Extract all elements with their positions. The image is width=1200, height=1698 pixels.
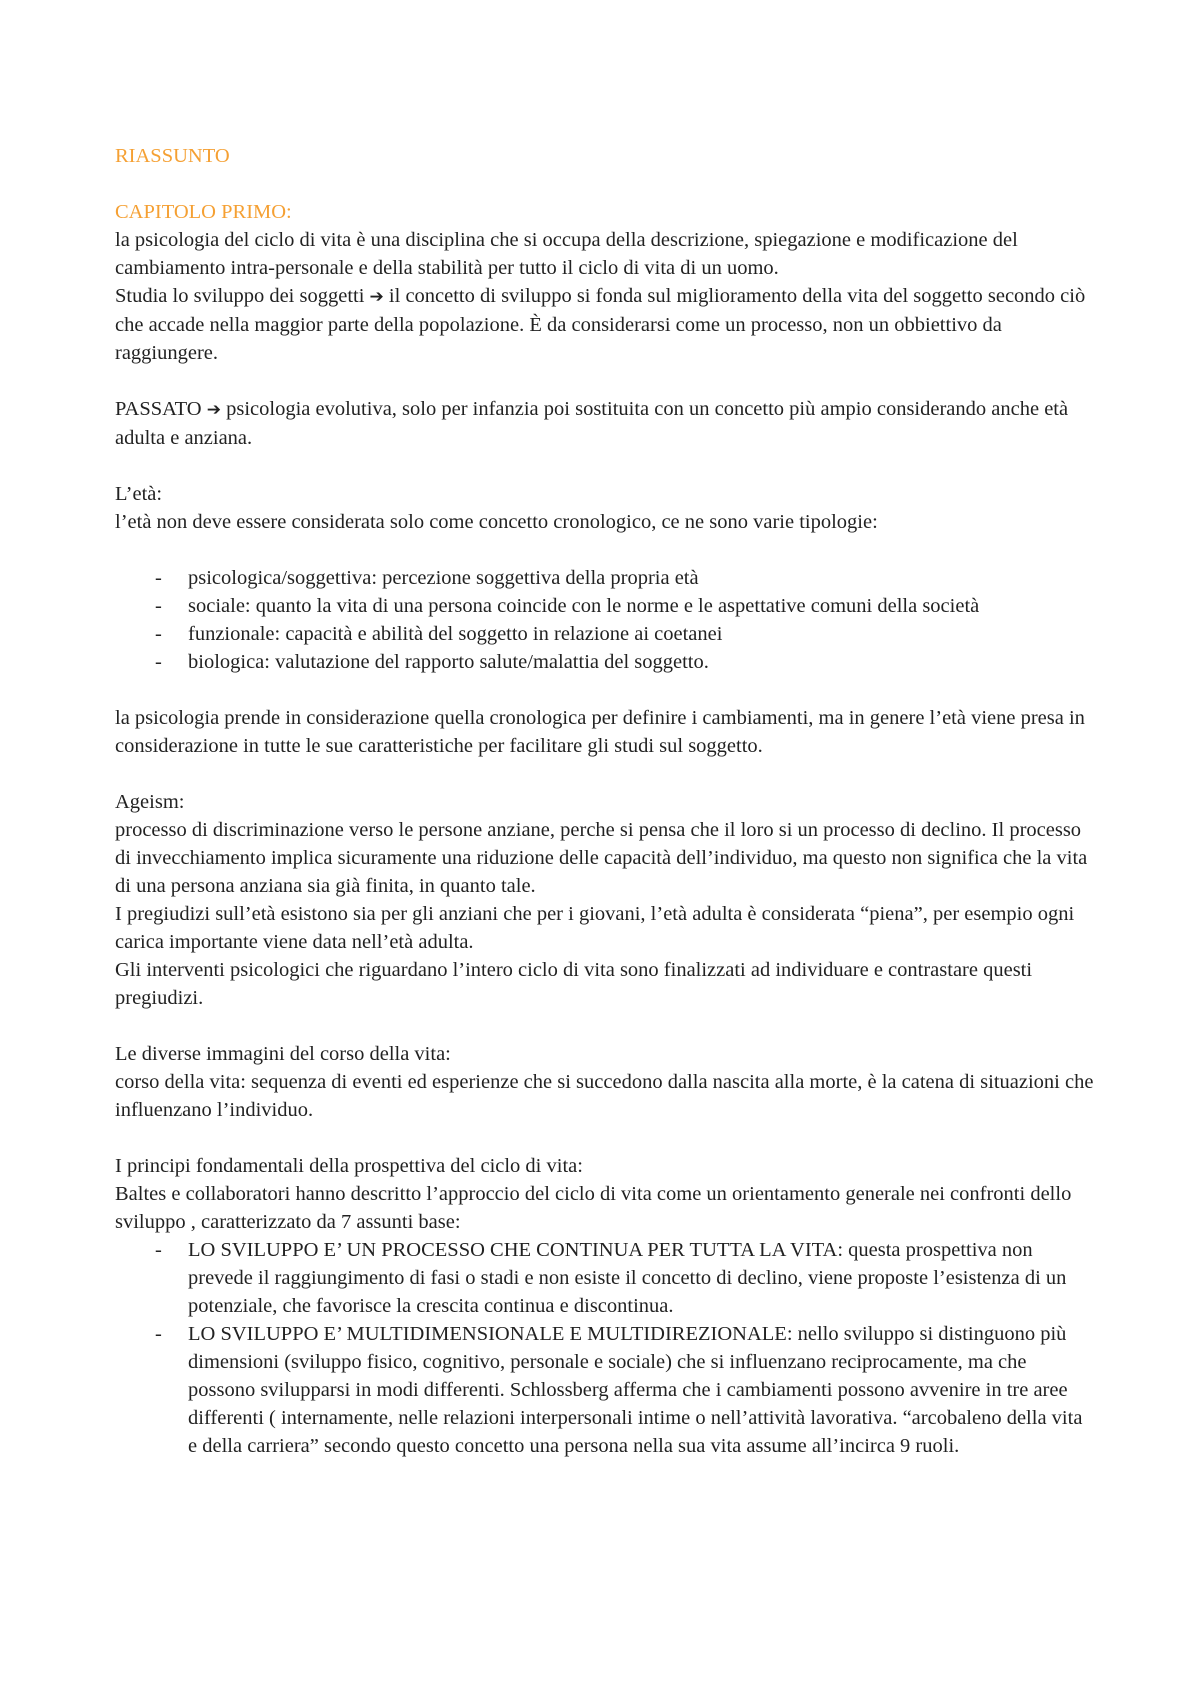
intro-text-end: il concetto di sviluppo si fonda sul miglioramento della vita del soggetto secondo ciò che accade nella maggior parte della popolazione. È da considerarsi come un processo, non un obbiettivo da raggiungere. (115, 285, 1086, 364)
list-item (115, 592, 1095, 620)
principi-heading: I principi fondamentali della prospettiva del ciclo di vita: (115, 1155, 583, 1177)
list-item-text: sociale: quanto la vita di una persona coincide con le norme e le aspettative comuni della società (188, 595, 980, 617)
spacer (115, 452, 1095, 480)
list-item-text: funzionale: capacità e abilità del soggetto in relazione ai coetanei (188, 623, 723, 645)
spacer (115, 1012, 1095, 1040)
list-item (115, 1236, 1095, 1320)
spacer (115, 367, 1095, 395)
arrow-right-icon: ➔ (206, 400, 221, 420)
spacer (115, 1124, 1095, 1152)
list-dash: - (155, 623, 162, 645)
list-item (115, 620, 1095, 648)
list-item-text: LO SVILUPPO E’ MULTIDIMENSIONALE E MULTIDIREZIONALE: nello sviluppo si distinguono più dimensioni (sviluppo fisico, cognitivo, personale e sociale) che si influenzano reciprocamente, ma che possono svilupparsi in modi differenti. Schlossberg afferma che i cambiamenti possono avvenire in tre aree differenti ( internamente, nelle relazioni interpersonali intime o nell’attività lavorativa. “arcobaleno della vita e della carriera” secondo questo concetto una persona nella sua vita assume all’incirca 9 ruoli. (188, 1323, 1083, 1457)
arrow-right-icon: ➔ (369, 287, 384, 307)
eta-heading: L’età: (115, 483, 163, 505)
passato-text: psicologia evolutiva, solo per infanzia poi sostituita con un concetto più ampio considerando anche età adulta e anziana. (115, 398, 1069, 449)
list-item-text: LO SVILUPPO E’ UN PROCESSO CHE CONTINUA PER TUTTA LA VITA: questa prospettiva non prevede il raggiungimento di fasi o stadi e non esiste il concetto di declino, viene proposte l’esistenza di un potenziale, che favorisce la crescita continua e discontinua. (188, 1239, 1067, 1317)
eta-conclusion: la psicologia prende in considerazione quella cronologica per definire i cambiamenti, ma in genere l’età viene presa in considerazione in tutte le sue caratteristiche per facilitare gli studi sul soggetto. (115, 707, 1085, 757)
eta-paragraph: l’età non deve essere considerata solo come concetto cronologico, ce ne sono varie tipologie: (115, 511, 878, 533)
document-title: RIASSUNTO (115, 145, 230, 167)
intro-text-start: Studia lo sviluppo dei soggetti (115, 285, 370, 307)
list-dash: - (155, 1323, 162, 1345)
spacer (115, 760, 1095, 788)
chapter-heading: CAPITOLO PRIMO: (115, 201, 292, 223)
passato-paragraph (115, 395, 1095, 452)
intro-paragraph-1: la psicologia del ciclo di vita è una disciplina che si occupa della descrizione, spiegazione e modificazione del cambiamento intra-personale e della stabilità per tutto il ciclo di vita di un uomo. (115, 229, 1018, 279)
list-dash: - (155, 1239, 162, 1261)
passato-label: PASSATO (115, 398, 207, 420)
ageism-heading: Ageism: (115, 791, 185, 813)
ageism-paragraph-2: I pregiudizi sull’età esistono sia per gli anziani che per i giovani, l’età adulta è considerata “piena”, per esempio ogni carica importante viene data nell’età adulta. (115, 903, 1075, 953)
list-item (115, 1320, 1095, 1460)
principi-list (115, 1236, 1095, 1460)
immagini-heading: Le diverse immagini del corso della vita: (115, 1043, 451, 1065)
document-page (115, 142, 1095, 1460)
intro-paragraph-2 (115, 282, 1095, 367)
list-dash: - (155, 567, 162, 589)
eta-list (115, 564, 1095, 676)
spacer (115, 676, 1095, 704)
principi-paragraph: Baltes e collaboratori hanno descritto l’approccio del ciclo di vita come un orientamento generale nei confronti dello sviluppo , caratterizzato da 7 assunti base: (115, 1183, 1072, 1233)
list-dash: - (155, 651, 162, 673)
spacer (115, 536, 1095, 564)
list-item-text: biologica: valutazione del rapporto salute/malattia del soggetto. (188, 651, 709, 673)
ageism-paragraph-3: Gli interventi psicologici che riguardano l’intero ciclo di vita sono finalizzati ad individuare e contrastare questi pregiudizi. (115, 959, 1033, 1009)
list-item (115, 564, 1095, 592)
ageism-paragraph-1: processo di discriminazione verso le persone anziane, perche si pensa che il loro si un processo di declino. Il processo di invecchiamento implica sicuramente una riduzione delle capacità dell’individuo, ma questo non significa che la vita di una persona anziana sia già finita, in quanto tale. (115, 819, 1088, 897)
spacer (115, 170, 1095, 198)
list-item (115, 648, 1095, 676)
immagini-paragraph: corso della vita: sequenza di eventi ed esperienze che si succedono dalla nascita alla morte, è la catena di situazioni che influenzano l’individuo. (115, 1071, 1094, 1121)
list-item-text: psicologica/soggettiva: percezione soggettiva della propria età (188, 567, 699, 589)
list-dash: - (155, 595, 162, 617)
